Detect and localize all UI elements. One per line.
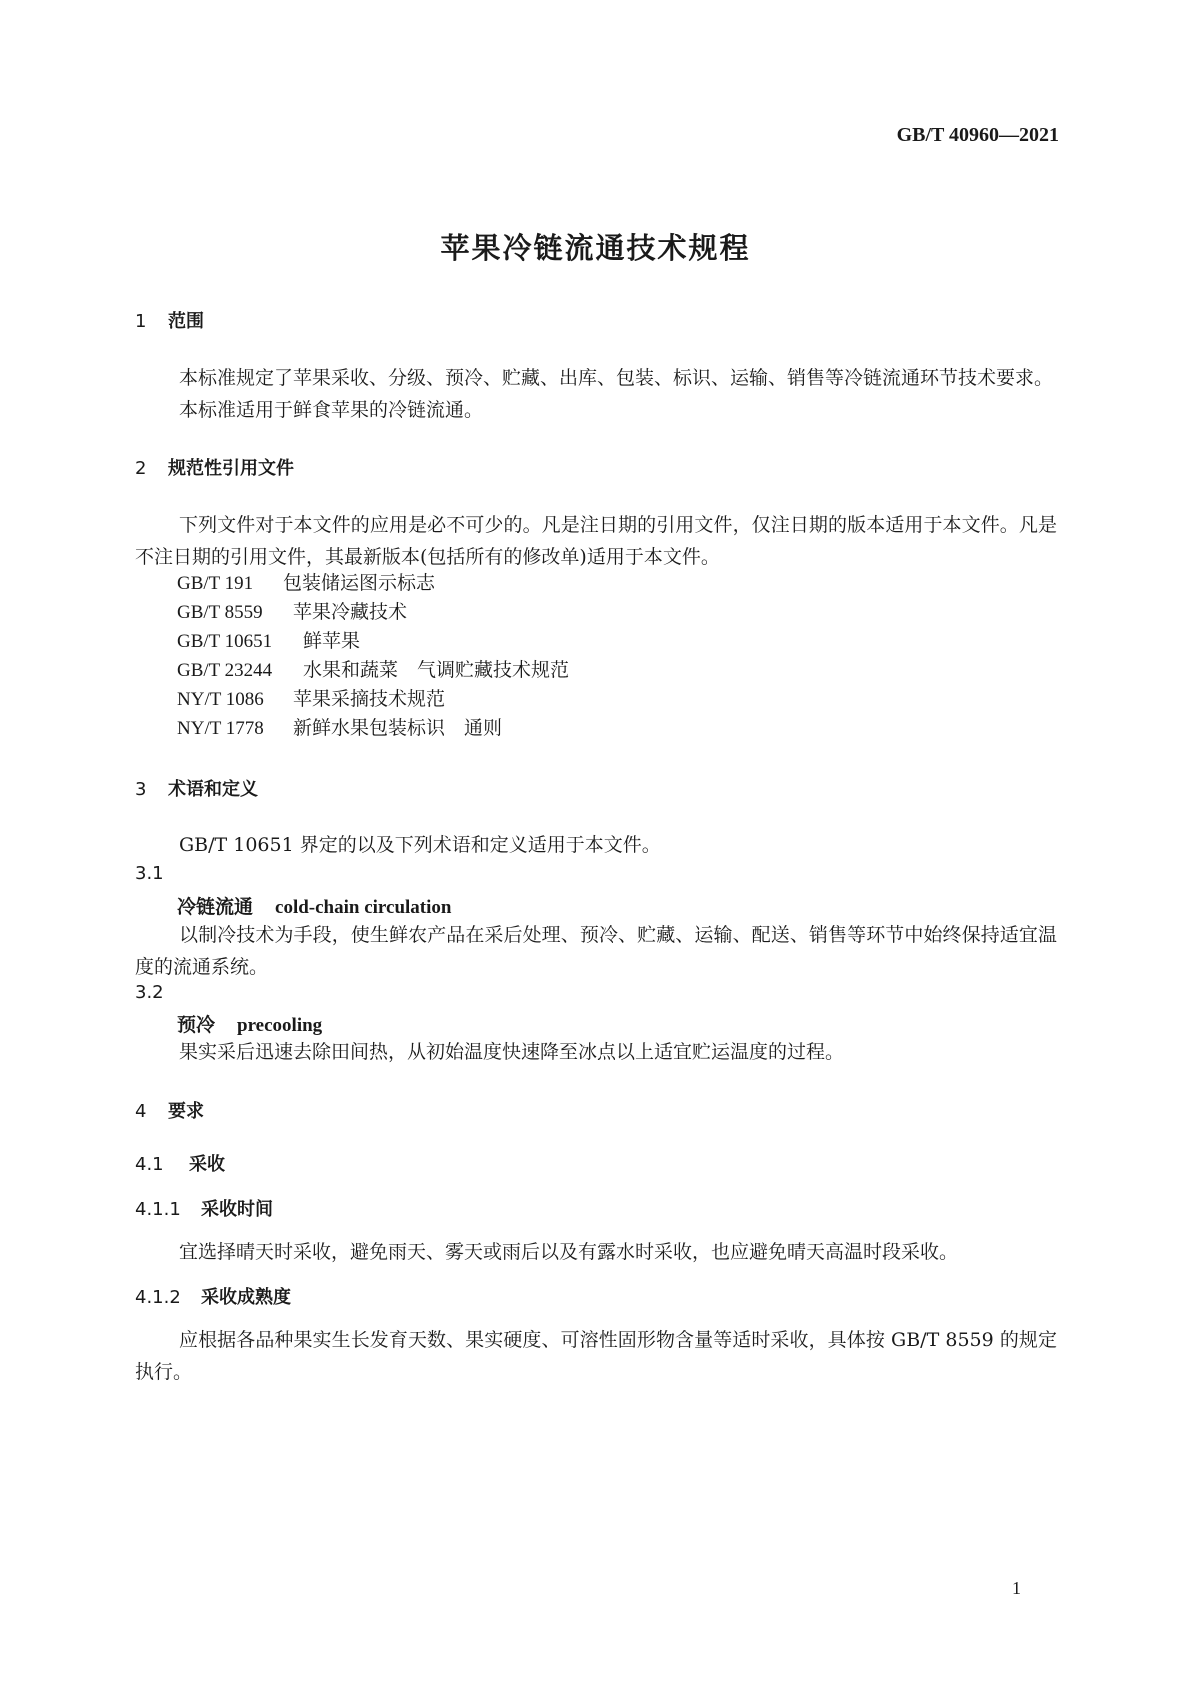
page-number: 1 [1012, 1578, 1021, 1598]
section-number: 4 [135, 1101, 147, 1122]
term-title [177, 892, 451, 919]
section-title: 术语和定义 [168, 779, 258, 800]
reference-name: 水果和蔬菜 气调贮藏技术规范 [303, 659, 570, 681]
reference-item [177, 597, 407, 624]
reference-name: 苹果冷藏技术 [293, 601, 408, 623]
section-3-heading [135, 775, 258, 801]
section-number: 4.1.1 [135, 1199, 181, 1220]
section-2-heading [135, 454, 294, 480]
section-number: 2 [135, 458, 147, 479]
section-4-1-1-heading [135, 1195, 273, 1221]
reference-code: NY/T 1778 [177, 718, 264, 739]
term-title [177, 1010, 322, 1037]
section-number: 3 [135, 779, 147, 800]
term-definition: 以制冷技术为手段，使生鲜农产品在采后处理、预冷、贮藏、运输、配送、销售等环节中始终保持适宜温度的流通系统。 [135, 924, 1057, 978]
term-number: 3.2 [135, 982, 164, 1003]
standard-code: GB/T 40960—2021 [896, 124, 1059, 146]
reference-code: GB/T 10651 [177, 631, 273, 652]
section-4-1-2-heading [135, 1283, 291, 1309]
harvest-time-paragraph: 宜选择晴天时采收，避免雨天、雾天或雨后以及有露水时采收，也应避免晴天高温时段采收。 [179, 1241, 959, 1263]
section-title: 要求 [168, 1101, 204, 1122]
term-en: cold-chain circulation [275, 897, 452, 918]
section-title: 采收 [189, 1154, 225, 1175]
scope-paragraph-1: 本标准规定了苹果采收、分级、预冷、贮藏、出库、包装、标识、运输、销售等冷链流通环节技术要求。 [179, 367, 1054, 389]
term-cn: 预冷 [177, 1014, 216, 1036]
section-4-heading [135, 1097, 204, 1123]
reference-code: GB/T 23244 [177, 660, 273, 681]
reference-name: 包装储运图示标志 [283, 572, 436, 594]
reference-item [177, 655, 569, 682]
reference-item [177, 568, 435, 595]
reference-item [177, 626, 360, 653]
term-en: precooling [237, 1015, 323, 1036]
section-4-1-heading [135, 1150, 225, 1176]
section-number: 4.1 [135, 1154, 164, 1175]
scope-paragraph-2: 本标准适用于鲜食苹果的冷链流通。 [179, 399, 484, 421]
reference-name: 鲜苹果 [303, 630, 361, 652]
reference-name: 苹果采摘技术规范 [293, 688, 446, 710]
reference-name: 新鲜水果包装标识 通则 [293, 717, 503, 739]
document-title: 苹果冷链流通技术规程 [440, 231, 751, 265]
reference-code: GB/T 8559 [177, 602, 263, 623]
reference-code: NY/T 1086 [177, 689, 264, 710]
term-cn: 冷链流通 [177, 896, 254, 918]
term-definition: 果实采后迅速去除田间热，从初始温度快速降至冰点以上适宜贮运温度的过程。 [179, 1041, 845, 1063]
section-title: 采收时间 [201, 1199, 273, 1220]
term-number: 3.1 [135, 863, 164, 884]
normative-references-paragraph: 下列文件对于本文件的应用是必不可少的。凡是注日期的引用文件，仅注日期的版本适用于本文件。凡是不注日期的引用文件，其最新版本(包括所有的修改单)适用于本文件。 [135, 514, 1057, 568]
reference-code: GB/T 191 [177, 573, 254, 594]
section-title: 采收成熟度 [201, 1287, 291, 1308]
section-1-heading [135, 307, 204, 333]
reference-item [177, 713, 502, 740]
section-number: 1 [135, 311, 147, 332]
reference-item [177, 684, 445, 711]
section-title: 范围 [168, 311, 204, 332]
section-number: 4.1.2 [135, 1287, 181, 1308]
terms-intro-paragraph: GB/T 10651 界定的以及下列术语和定义适用于本文件。 [179, 834, 661, 856]
section-title: 规范性引用文件 [168, 458, 294, 479]
harvest-maturity-paragraph: 应根据各品种果实生长发育天数、果实硬度、可溶性固形物含量等适时采收，具体按 GB/T 8559 的规定执行。 [135, 1329, 1057, 1383]
